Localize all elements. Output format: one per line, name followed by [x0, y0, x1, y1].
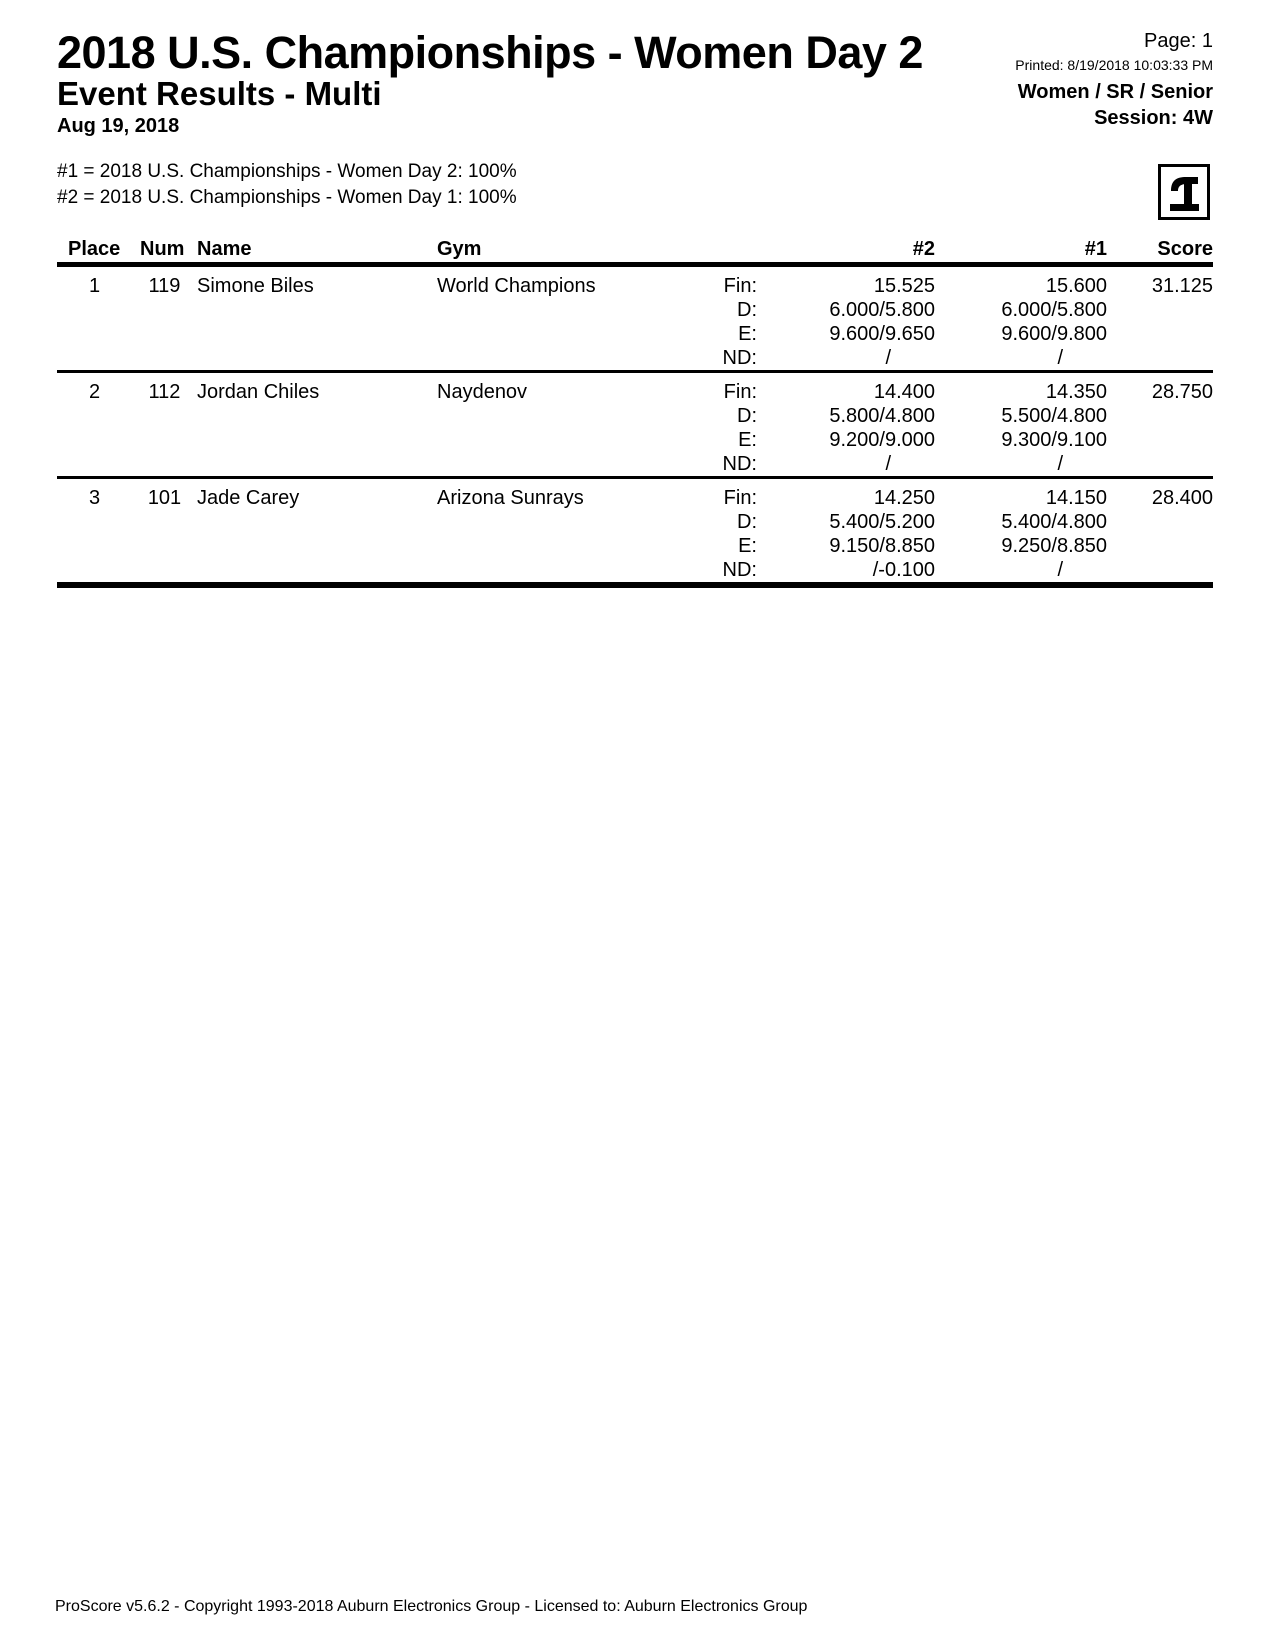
- gym-name: [437, 452, 695, 476]
- gym-name: [437, 428, 695, 452]
- place-cell: [57, 298, 132, 322]
- athlete-name: [197, 404, 437, 428]
- stat-label: ND:: [722, 559, 757, 581]
- stat-label: ND:: [722, 453, 757, 475]
- place-cell: 1: [88, 275, 101, 297]
- col-header-gym: Gym: [437, 238, 482, 260]
- num-cell: [132, 404, 197, 428]
- num-cell: [132, 558, 197, 582]
- num-cell: [132, 322, 197, 346]
- gym-name: [437, 558, 695, 582]
- stat-label: E:: [738, 429, 757, 451]
- athlete-block: [57, 479, 1213, 588]
- athlete-name: [197, 298, 437, 322]
- stat-label: ND:: [722, 347, 757, 369]
- report-subtitle: Event Results - Multi: [57, 75, 382, 112]
- day2-value: 14.400: [873, 381, 935, 403]
- gym-name: World Champions: [437, 275, 596, 297]
- legend-line-2: #2 = 2018 U.S. Championships - Women Day 1: 100%: [57, 187, 517, 208]
- stat-label: E:: [738, 535, 757, 557]
- day2-value: 9.200/9.000: [829, 429, 935, 451]
- num-cell: 112: [148, 381, 181, 403]
- place-cell: 2: [88, 381, 101, 403]
- gym-name: [437, 510, 695, 534]
- num-cell: 101: [147, 487, 182, 509]
- report-date: Aug 19, 2018: [57, 115, 180, 137]
- athlete-name: [197, 428, 437, 452]
- day2-value: 5.800/4.800: [829, 405, 935, 427]
- day2-value: 14.250: [873, 487, 935, 509]
- athlete-name: [197, 322, 437, 346]
- stat-line: [57, 346, 1213, 370]
- gym-name: [437, 534, 695, 558]
- stat-line: [57, 486, 1213, 510]
- num-cell: [132, 428, 197, 452]
- day2-value: /-0.100: [872, 559, 935, 581]
- stat-line: [57, 298, 1213, 322]
- stat-label: D:: [737, 511, 757, 533]
- page-number: Page: 1: [1144, 30, 1213, 52]
- athlete-name: [197, 346, 437, 370]
- day2-value: /: [885, 453, 891, 475]
- session-label: Session: 4W: [1094, 107, 1213, 130]
- stat-line: [57, 558, 1213, 582]
- col-header-stat: [695, 238, 757, 260]
- col-header-day2: #2: [912, 238, 935, 260]
- place-cell: [57, 404, 132, 428]
- total-score: [1107, 428, 1213, 452]
- total-score: 28.400: [1151, 487, 1213, 509]
- stat-label: Fin:: [723, 381, 757, 403]
- stat-label: D:: [737, 299, 757, 321]
- place-cell: [57, 428, 132, 452]
- col-header-day1: #1: [1084, 238, 1107, 260]
- day1-value: 9.300/9.100: [1001, 429, 1107, 451]
- results-table: [57, 238, 1213, 588]
- print-meta: [1015, 30, 1213, 130]
- place-cell: [57, 510, 132, 534]
- place-cell: [57, 558, 132, 582]
- stat-line: [57, 274, 1213, 298]
- stat-label: Fin:: [723, 275, 757, 297]
- total-score: [1107, 452, 1213, 476]
- day1-value: 9.600/9.800: [1001, 323, 1107, 345]
- num-cell: [132, 534, 197, 558]
- gym-name: [437, 346, 695, 370]
- col-header-num: Num: [140, 238, 185, 260]
- stat-line: [57, 380, 1213, 404]
- day2-value: 5.400/5.200: [829, 511, 935, 533]
- stat-line: [57, 534, 1213, 558]
- total-score: [1107, 534, 1213, 558]
- day1-value: 5.500/4.800: [1001, 405, 1107, 427]
- num-cell: [132, 452, 197, 476]
- footer-credit: ProScore v5.6.2 - Copyright 1993-2018 Auburn Electronics Group - Licensed to: Auburn Electronics Group: [55, 1598, 808, 1615]
- total-score: [1107, 510, 1213, 534]
- page-title: 2018 U.S. Championships - Women Day 2: [57, 27, 923, 78]
- athlete-block: [57, 373, 1213, 479]
- day1-value: 14.350: [1045, 381, 1107, 403]
- place-cell: [57, 534, 132, 558]
- day1-value: 9.250/8.850: [1001, 535, 1107, 557]
- day1-value: /: [1057, 559, 1063, 581]
- athlete-name: Jade Carey: [197, 487, 300, 509]
- day1-value: 5.400/4.800: [1001, 511, 1107, 533]
- stat-label: E:: [738, 323, 757, 345]
- athlete-name: [197, 558, 437, 582]
- day2-value: 9.150/8.850: [829, 535, 935, 557]
- day1-value: 14.150: [1045, 487, 1107, 509]
- num-cell: [132, 298, 197, 322]
- place-cell: [57, 346, 132, 370]
- stat-line: [57, 404, 1213, 428]
- gym-name: Naydenov: [437, 381, 528, 403]
- athlete-name: [197, 510, 437, 534]
- results-body: [57, 267, 1213, 588]
- total-score: [1107, 322, 1213, 346]
- results-header-row: [57, 238, 1213, 267]
- stat-label: D:: [737, 405, 757, 427]
- athlete-name: Jordan Chiles: [197, 381, 320, 403]
- meet-legend: [57, 159, 517, 211]
- stat-line: [57, 322, 1213, 346]
- place-cell: 3: [88, 487, 101, 509]
- col-header-score: Score: [1157, 238, 1213, 260]
- stat-line: [57, 428, 1213, 452]
- day1-value: 15.600: [1045, 275, 1107, 297]
- total-score: 31.125: [1151, 275, 1213, 297]
- division-label: Women / SR / Senior: [1017, 81, 1213, 104]
- day2-value: 15.525: [873, 275, 935, 297]
- gym-name: [437, 404, 695, 428]
- day1-value: /: [1057, 347, 1063, 369]
- place-cell: [57, 452, 132, 476]
- athlete-name: Simone Biles: [197, 275, 314, 297]
- gym-name: [437, 298, 695, 322]
- total-score: 28.750: [1151, 381, 1213, 403]
- total-score: [1107, 558, 1213, 582]
- num-cell: [132, 346, 197, 370]
- proscore-t-logo-icon: [1158, 164, 1210, 220]
- day1-value: 6.000/5.800: [1001, 299, 1107, 321]
- day2-value: 9.600/9.650: [829, 323, 935, 345]
- athlete-name: [197, 452, 437, 476]
- stat-label: Fin:: [723, 487, 757, 509]
- printed-timestamp: Printed: 8/19/2018 10:03:33 PM: [1015, 57, 1213, 73]
- total-score: [1107, 346, 1213, 370]
- gym-name: [437, 322, 695, 346]
- total-score: [1107, 404, 1213, 428]
- athlete-name: [197, 534, 437, 558]
- day2-value: /: [885, 347, 891, 369]
- total-score: [1107, 298, 1213, 322]
- stat-line: [57, 510, 1213, 534]
- legend-line-1: #1 = 2018 U.S. Championships - Women Day 2: 100%: [57, 161, 517, 182]
- athlete-block: [57, 267, 1213, 373]
- col-header-name: Name: [197, 238, 252, 260]
- gym-name: Arizona Sunrays: [437, 487, 584, 509]
- stat-line: [57, 452, 1213, 476]
- num-cell: [132, 510, 197, 534]
- place-cell: [57, 322, 132, 346]
- col-header-place: Place: [68, 238, 121, 260]
- day2-value: 6.000/5.800: [829, 299, 935, 321]
- day1-value: /: [1057, 453, 1063, 475]
- num-cell: 119: [148, 275, 181, 297]
